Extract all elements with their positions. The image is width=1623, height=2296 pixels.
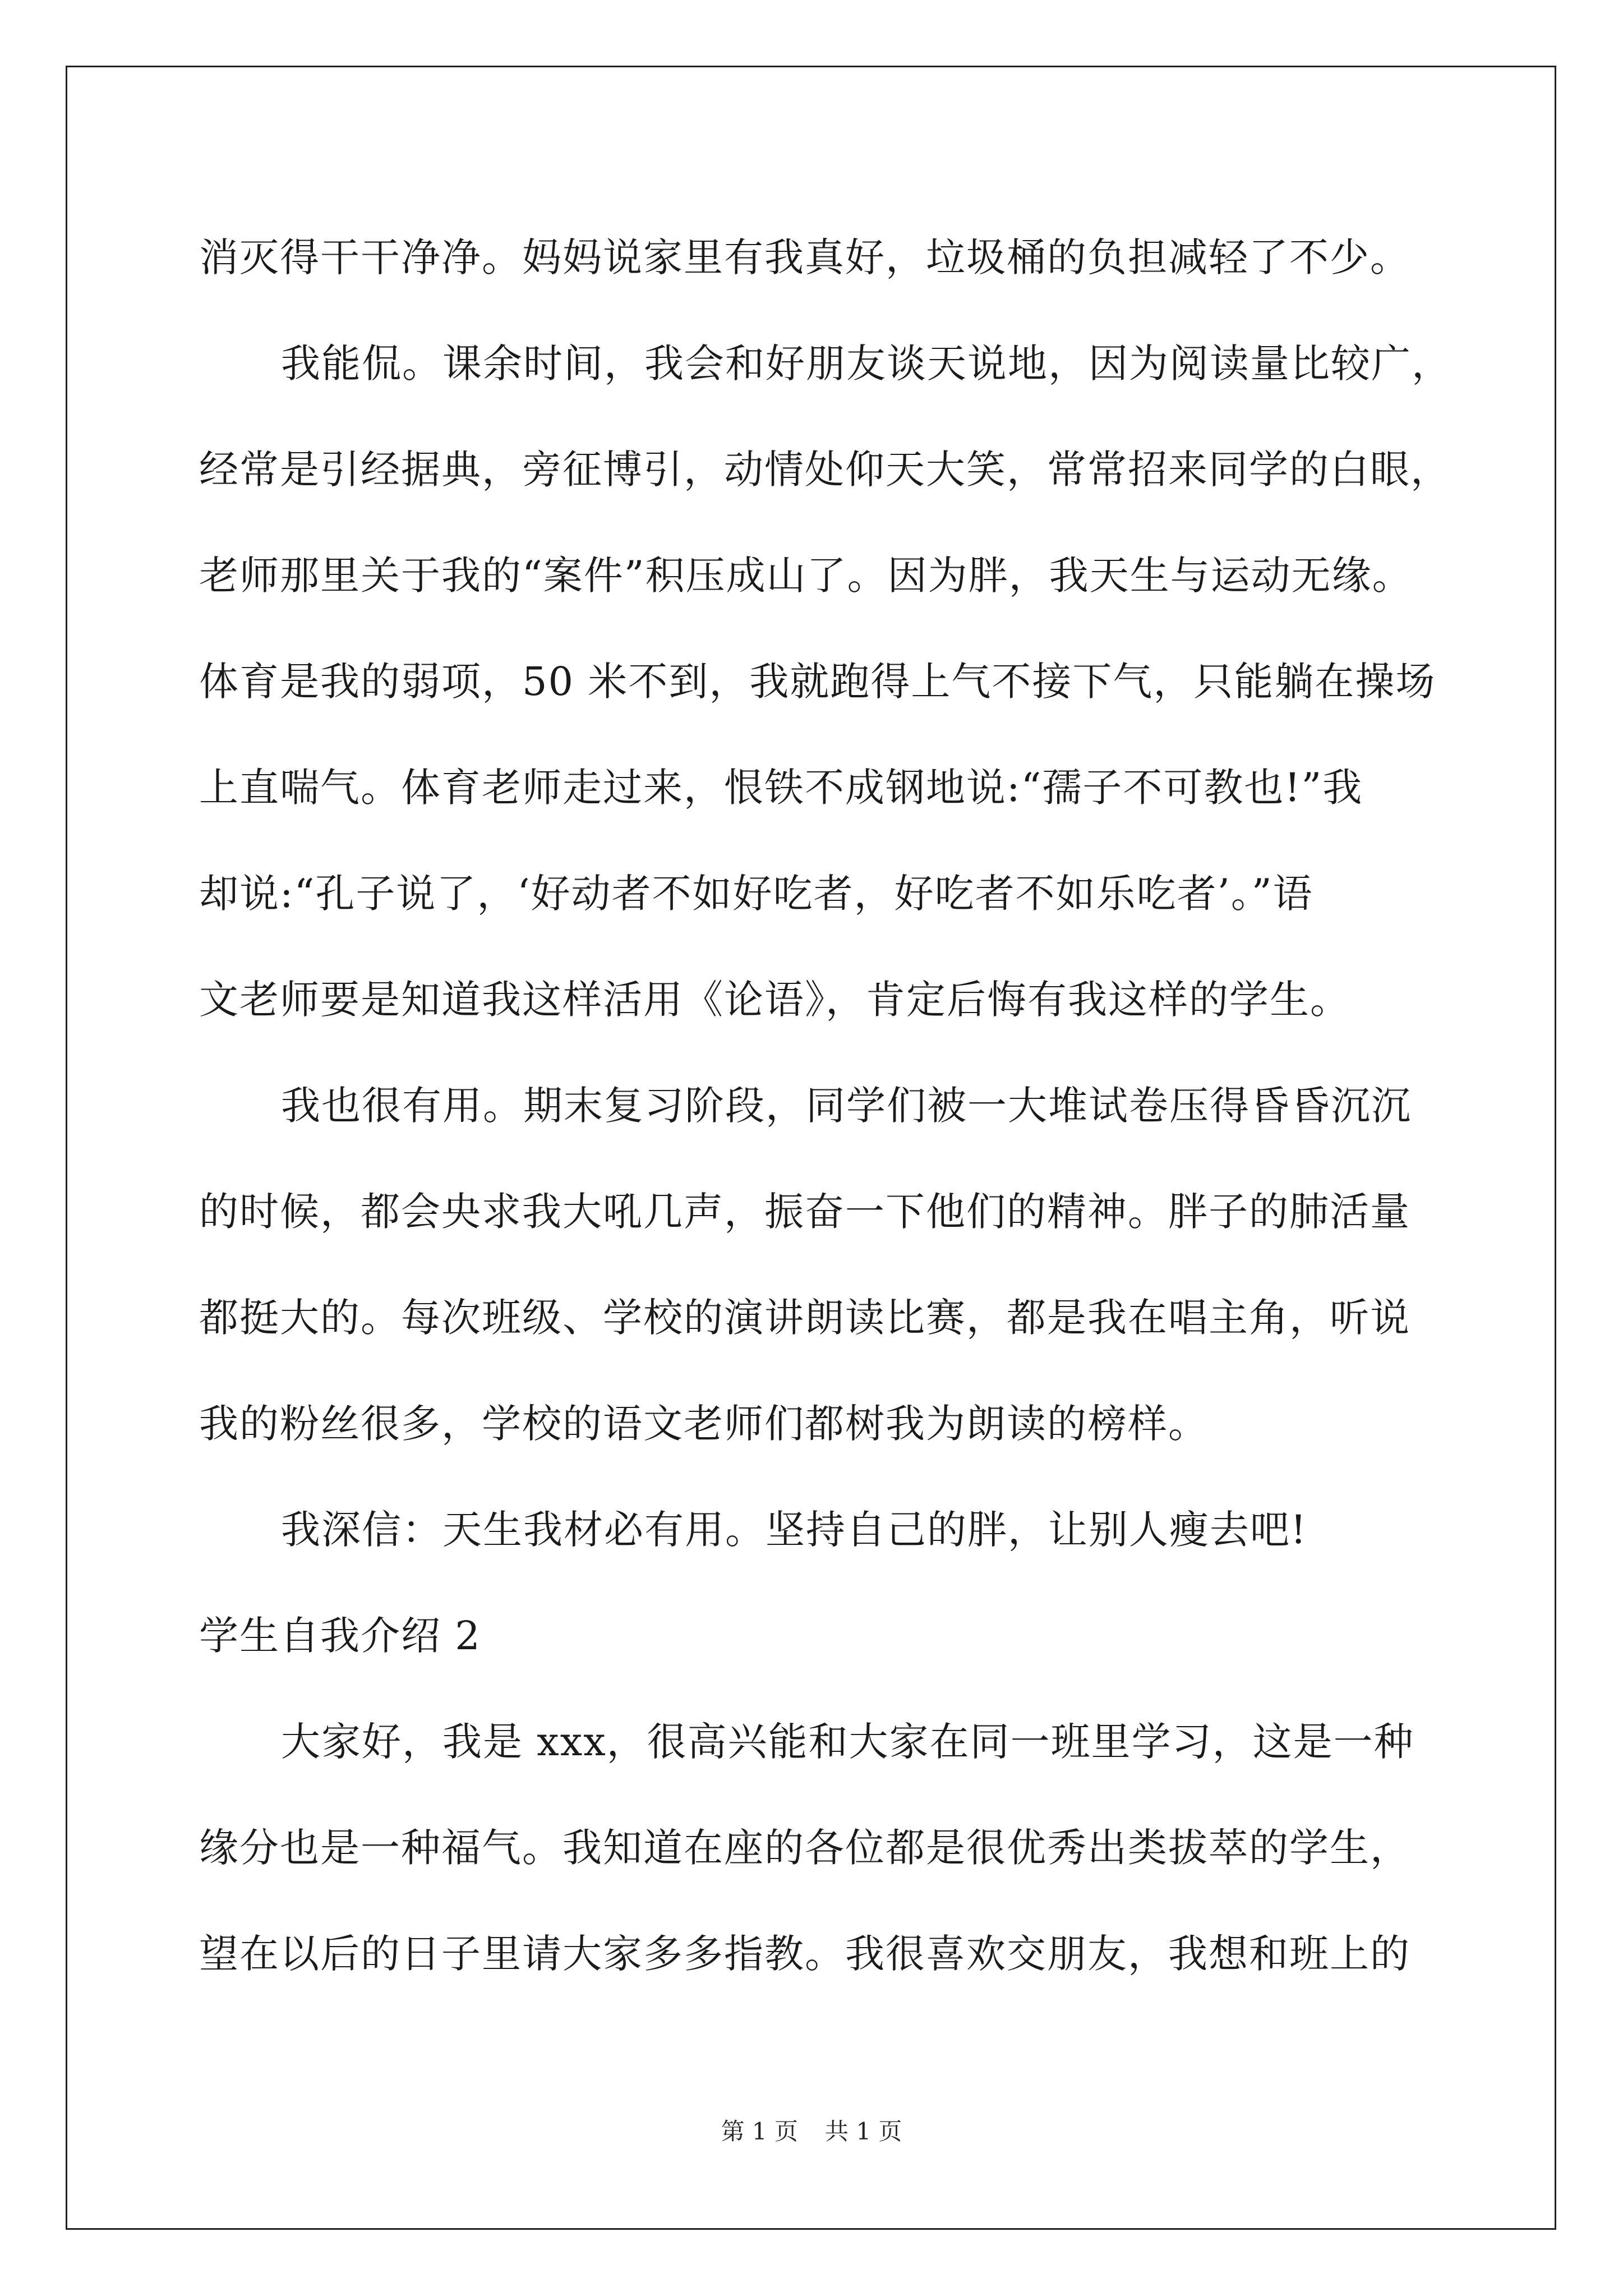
text-line: 我也很有用。期末复习阶段，同学们被一大堆试卷压得昏昏沉沉 <box>281 1083 1412 1129</box>
text-line: 都挺大的。每次班级、学校的演讲朗读比赛，都是我在唱主角，听说 <box>199 1295 1410 1341</box>
text-line: 缘分也是一种福气。我知道在座的各位都是很优秀出类拔萃的学生， <box>199 1825 1410 1871</box>
text-line: 却说:“孔子说了，‘好动者不如好吃者，好吃者不如乐吃者’。”语 <box>199 871 1313 917</box>
text-line: 大家好，我是 xxx，很高兴能和大家在同一班里学习，这是一种 <box>281 1719 1414 1765</box>
text-line: 文老师要是知道我这样活用《论语》，肯定后悔有我这样的学生。 <box>199 977 1350 1023</box>
text-line: 体育是我的弱项，50 米不到，我就跑得上气不接下气，只能躺在操场 <box>199 659 1436 705</box>
text-line: 上直喘气。体育老师走过来，恨铁不成钢地说:“孺子不可教也!”我 <box>199 765 1363 811</box>
page-footer <box>0 2115 1623 2148</box>
text-line: 我的粉丝很多，学校的语文老师们都树我为朗读的榜样。 <box>199 1401 1209 1447</box>
text-line: 我深信：天生我材必有用。坚持自己的胖，让别人瘦去吧! <box>281 1507 1308 1553</box>
text-line: 老师那里关于我的“案件”积压成山了。因为胖，我天生与运动无缘。 <box>199 553 1413 599</box>
page-number: 第 1 页 <box>721 2118 798 2145</box>
text-line: 望在以后的日子里请大家多多指教。我很喜欢交朋友，我想和班上的 <box>199 1931 1410 1977</box>
text-line: 我能侃。课余时间，我会和好朋友谈天说地，因为阅读量比较广， <box>281 341 1452 386</box>
text-line: 的时候，都会央求我大吼几声，振奋一下他们的精神。胖子的肺活量 <box>199 1189 1410 1235</box>
text-line: 消灭得干干净净。妈妈说家里有我真好，垃圾桶的负担减轻了不少。 <box>199 234 1410 280</box>
text-line: 经常是引经据典，旁征博引，动情处仰天大笑，常常招来同学的白眼， <box>199 447 1451 493</box>
section-heading: 学生自我介绍 2 <box>199 1613 481 1659</box>
page-total: 共 1 页 <box>825 2118 902 2145</box>
document-body <box>199 205 1452 2007</box>
